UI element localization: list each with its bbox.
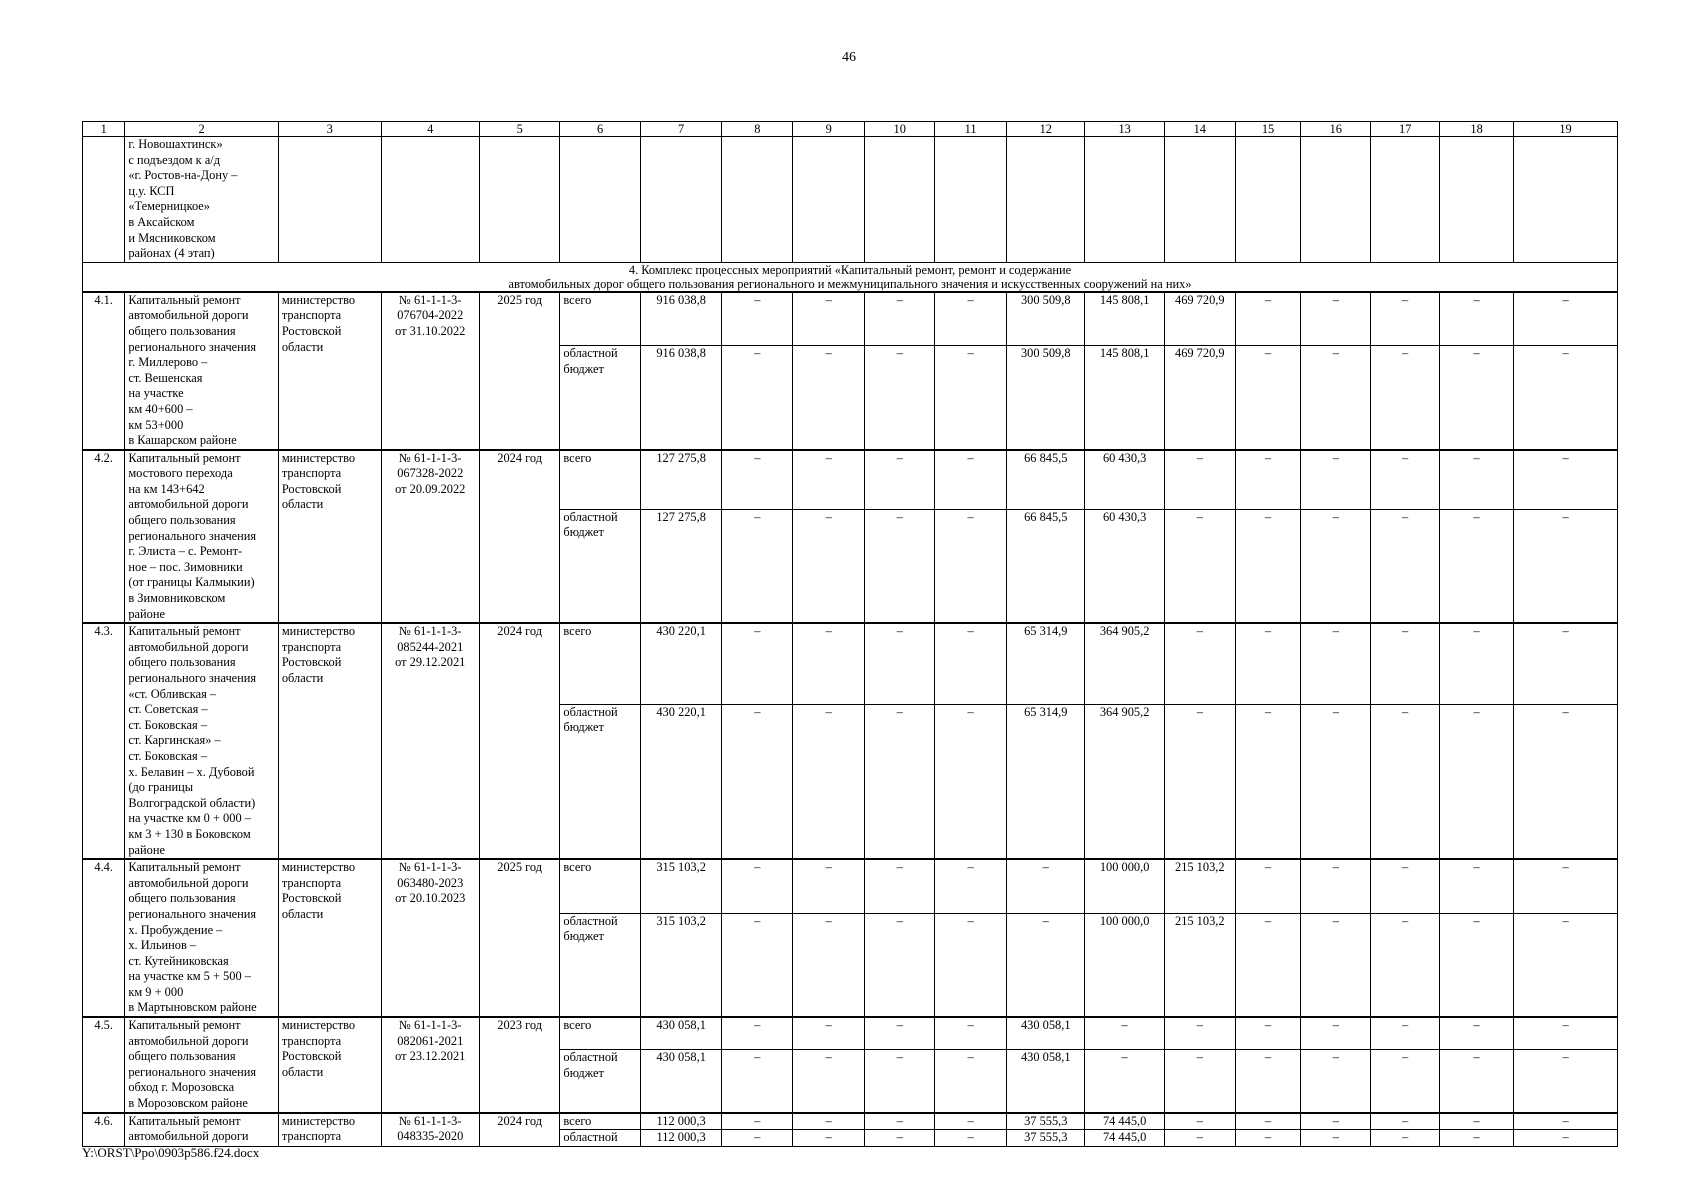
item-year: 2025 год [479,292,559,450]
amount-cell: – [1301,913,1371,1017]
amount-cell: – [865,623,935,704]
amount-cell: 215 103,2 [1164,913,1235,1017]
amount-cell: – [1371,450,1440,510]
amount-cell: – [1514,704,1618,859]
amount-cell: – [935,1017,1007,1050]
item-document: № 61-1-1-3- 067328-2022 от 20.09.2022 [381,450,479,624]
amount-cell: – [1007,913,1085,1017]
column-number: 9 [793,122,865,137]
amount-cell: – [1371,1130,1440,1147]
funding-source: всего [560,1017,640,1050]
amount-cell: – [1514,1130,1618,1147]
amount-cell: – [935,450,1007,510]
amount-cell: – [1301,292,1371,346]
amount-cell: – [1440,292,1514,346]
amount-cell: – [1440,623,1514,704]
column-number: 8 [722,122,793,137]
amount-cell: – [722,346,793,450]
amount-cell: – [1085,1017,1164,1050]
amount-cell: 215 103,2 [1164,859,1235,913]
column-number: 17 [1371,122,1440,137]
funding-source: областной бюджет [560,346,640,450]
amount-cell: – [935,1130,1007,1147]
amount-cell: – [1371,913,1440,1017]
amount-cell: – [793,346,865,450]
amount-cell: – [935,346,1007,450]
continuation-name-cell: г. Новошахтинск» с подъездом к а/д «г. Ростов-на-Дону – ц.у. КСП «Темерницкое» в Аксайском и Мясниковском районах (4 этап) [125,137,279,263]
amount-cell: 127 275,8 [640,509,722,623]
amount-cell: – [722,913,793,1017]
item-number: 4.6. [83,1113,125,1147]
item-year: 2024 год [479,623,559,859]
amount-cell: 100 000,0 [1085,913,1164,1017]
item-number: 4.5. [83,1017,125,1113]
funding-source: областной бюджет [560,509,640,623]
amount-cell: – [1514,450,1618,510]
amount-cell: 74 445,0 [1085,1113,1164,1130]
amount-cell: – [1440,509,1514,623]
amount-cell: 916 038,8 [640,292,722,346]
funding-source: всего [560,859,640,913]
funding-source: областной бюджет [560,913,640,1017]
amount-cell: – [722,1017,793,1050]
amount-cell: 60 430,3 [1085,450,1164,510]
amount-cell: – [1235,1050,1301,1113]
funding-source: всего [560,1113,640,1130]
amount-cell: – [935,623,1007,704]
item-executor: министерство транспорта Ростовской области [278,1017,381,1113]
item-total-row [83,292,1618,346]
amount-cell: 74 445,0 [1085,1130,1164,1147]
amount-cell: – [793,1130,865,1147]
amount-cell: 916 038,8 [640,346,722,450]
amount-cell: 112 000,3 [640,1130,722,1147]
item-document: № 61-1-1-3- 048335-2020 [381,1113,479,1147]
amount-cell: – [1440,1113,1514,1130]
amount-cell: – [865,1050,935,1113]
amount-cell: 66 845,5 [1007,450,1085,510]
amount-cell: – [865,450,935,510]
amount-cell: – [1514,859,1618,913]
amount-cell: – [865,704,935,859]
item-name: Капитальный ремонт мостового перехода на км 143+642 автомобильной дороги общего пользования регионального значения г. Элиста – с. Ремонт- ное – пос. Зимовники (от границы Калмыкии) в Зимовниковском районе [125,450,279,624]
amount-cell: – [1235,623,1301,704]
amount-cell: – [722,623,793,704]
column-number: 2 [125,122,279,137]
amount-cell: 145 808,1 [1085,292,1164,346]
page-number: 46 [842,50,856,65]
amount-cell: – [1514,1113,1618,1130]
item-year: 2024 год [479,450,559,624]
amount-cell: – [1440,1017,1514,1050]
amount-cell: – [1301,623,1371,704]
amount-cell: – [793,1017,865,1050]
amount-cell: 430 220,1 [640,704,722,859]
amount-cell: 66 845,5 [1007,509,1085,623]
amount-cell: – [865,1130,935,1147]
amount-cell: – [1235,450,1301,510]
amount-cell: – [935,509,1007,623]
column-number: 1 [83,122,125,137]
item-executor: министерство транспорта Ростовской области [278,859,381,1017]
amount-cell: 430 058,1 [1007,1017,1085,1050]
amount-cell: – [1235,859,1301,913]
amount-cell: – [1514,913,1618,1017]
column-number: 5 [479,122,559,137]
item-document: № 61-1-1-3- 085244-2021 от 29.12.2021 [381,623,479,859]
amount-cell: – [793,623,865,704]
amount-cell: – [1085,1050,1164,1113]
item-name: Капитальный ремонт автомобильной дороги общего пользования регионального значения х. Пробуждение – х. Ильинов – ст. Кутейниковская на участке км 5 + 500 – км 9 + 000 в Мартыновском районе [125,859,279,1017]
amount-cell: – [1164,1050,1235,1113]
amount-cell: – [865,913,935,1017]
amount-cell: 315 103,2 [640,859,722,913]
funding-source: областной бюджет [560,704,640,859]
amount-cell: – [1235,292,1301,346]
amount-cell: – [865,292,935,346]
amount-cell: 469 720,9 [1164,346,1235,450]
item-total-row [83,859,1618,913]
amount-cell: – [935,1050,1007,1113]
item-document: № 61-1-1-3- 063480-2023 от 20.10.2023 [381,859,479,1017]
amount-cell: – [1235,509,1301,623]
amount-cell: – [1164,704,1235,859]
amount-cell: – [793,859,865,913]
column-number: 11 [935,122,1007,137]
column-number: 14 [1164,122,1235,137]
funding-source: всего [560,623,640,704]
amount-cell: – [1371,704,1440,859]
item-number: 4.2. [83,450,125,624]
amount-cell: – [1301,859,1371,913]
amount-cell: – [865,1017,935,1050]
column-number: 16 [1301,122,1371,137]
amount-cell: 112 000,3 [640,1113,722,1130]
item-executor: министерство транспорта [278,1113,381,1147]
amount-cell: – [1235,1113,1301,1130]
amount-cell: – [865,346,935,450]
column-number-row [83,122,1618,137]
amount-cell: – [1235,1017,1301,1050]
amount-cell: – [935,1113,1007,1130]
amount-cell: – [935,913,1007,1017]
amount-cell: 100 000,0 [1085,859,1164,913]
funding-source: всего [560,450,640,510]
amount-cell: 145 808,1 [1085,346,1164,450]
amount-cell: – [865,509,935,623]
amount-cell: 65 314,9 [1007,704,1085,859]
amount-cell: – [1514,346,1618,450]
amount-cell: – [1301,450,1371,510]
item-name: Капитальный ремонт автомобильной дороги общего пользования регионального значения «ст. Обливская – ст. Советская – ст. Боковская – ст. Каргинская» – ст. Боковская – х. Белавин – х. Дубовой (до границы Волгоградской области) на участке км 0 + 000 – км 3 + 130 в Боковском районе [125,623,279,859]
item-total-row [83,623,1618,704]
amount-cell: – [1235,913,1301,1017]
item-year: 2024 год [479,1113,559,1147]
funding-source: областной бюджет [560,1050,640,1113]
amount-cell: – [1164,509,1235,623]
amount-cell: – [1301,1050,1371,1113]
amount-cell: – [1514,623,1618,704]
continuation-row [83,137,1618,263]
amount-cell: – [935,292,1007,346]
amount-cell: – [1514,1050,1618,1113]
amount-cell: – [1301,346,1371,450]
amount-cell: – [793,704,865,859]
amount-cell: 127 275,8 [640,450,722,510]
amount-cell: – [1514,292,1618,346]
amount-cell: – [1164,1113,1235,1130]
amount-cell: – [1440,1130,1514,1147]
item-document: № 61-1-1-3- 082061-2021 от 23.12.2021 [381,1017,479,1113]
amount-cell: 37 555,3 [1007,1113,1085,1130]
column-number: 18 [1440,122,1514,137]
amount-cell: 364 905,2 [1085,623,1164,704]
column-number: 15 [1235,122,1301,137]
amount-cell: – [1371,292,1440,346]
item-year: 2025 год [479,859,559,1017]
item-name: Капитальный ремонт автомобильной дороги общего пользования регионального значения г. Миллерово – ст. Вешенская на участке км 40+600 – км 53+000 в Кашарском районе [125,292,279,450]
amount-cell: 469 720,9 [1164,292,1235,346]
amount-cell: 430 058,1 [640,1050,722,1113]
amount-cell: – [1440,913,1514,1017]
funding-source: областной [560,1130,640,1147]
amount-cell: 37 555,3 [1007,1130,1085,1147]
budget-table [82,121,1618,1147]
section-title: 4. Комплекс процессных мероприятий «Капитальный ремонт, ремонт и содержание автомобильных дорог общего пользования регионального и межмуниципального значения и искусственных сооружений на них» [83,262,1618,292]
item-executor: министерство транспорта Ростовской области [278,292,381,450]
footer-file-path: Y:\ORST\Ppo\0903p586.f24.docx [82,1145,260,1160]
item-year: 2023 год [479,1017,559,1113]
item-name: Капитальный ремонт автомобильной дороги [125,1113,279,1147]
amount-cell: 300 509,8 [1007,292,1085,346]
amount-cell: – [1235,346,1301,450]
amount-cell: – [793,1050,865,1113]
amount-cell: 300 509,8 [1007,346,1085,450]
column-number: 13 [1085,122,1164,137]
amount-cell: – [722,292,793,346]
column-number: 6 [560,122,640,137]
amount-cell: – [1440,704,1514,859]
amount-cell: – [1371,859,1440,913]
column-number: 4 [381,122,479,137]
amount-cell: – [793,913,865,1017]
column-number: 19 [1514,122,1618,137]
column-number: 12 [1007,122,1085,137]
amount-cell: – [1235,1130,1301,1147]
item-document: № 61-1-1-3- 076704-2022 от 31.10.2022 [381,292,479,450]
amount-cell: – [1371,509,1440,623]
amount-cell: – [1514,509,1618,623]
item-total-row [83,1113,1618,1130]
amount-cell: – [793,292,865,346]
amount-cell: 65 314,9 [1007,623,1085,704]
item-number: 4.3. [83,623,125,859]
cell [83,137,125,263]
amount-cell: – [1440,859,1514,913]
amount-cell: – [722,704,793,859]
section-row [83,262,1618,292]
amount-cell: – [1164,623,1235,704]
amount-cell: – [722,509,793,623]
amount-cell: – [1371,1017,1440,1050]
amount-cell: – [1301,1113,1371,1130]
item-number: 4.4. [83,859,125,1017]
amount-cell: 430 058,1 [1007,1050,1085,1113]
amount-cell: – [1301,704,1371,859]
amount-cell: – [793,509,865,623]
amount-cell: – [1440,450,1514,510]
item-executor: министерство транспорта Ростовской области [278,450,381,624]
amount-cell: – [1007,859,1085,913]
amount-cell: – [722,1050,793,1113]
amount-cell: 315 103,2 [640,913,722,1017]
amount-cell: – [935,859,1007,913]
amount-cell: – [722,859,793,913]
item-total-row [83,1017,1618,1050]
amount-cell: – [793,450,865,510]
amount-cell: – [865,1113,935,1130]
amount-cell: – [865,859,935,913]
amount-cell: – [1164,450,1235,510]
amount-cell: – [1301,509,1371,623]
amount-cell: 430 220,1 [640,623,722,704]
amount-cell: – [722,1130,793,1147]
amount-cell: – [1371,346,1440,450]
item-executor: министерство транспорта Ростовской области [278,623,381,859]
amount-cell: – [1440,1050,1514,1113]
amount-cell: – [1235,704,1301,859]
amount-cell: 60 430,3 [1085,509,1164,623]
column-number: 3 [278,122,381,137]
amount-cell: – [935,704,1007,859]
amount-cell: – [1371,1050,1440,1113]
item-name: Капитальный ремонт автомобильной дороги общего пользования регионального значения обход г. Морозовска в Морозовском районе [125,1017,279,1113]
column-number: 10 [865,122,935,137]
amount-cell: – [1371,1113,1440,1130]
amount-cell: – [1440,346,1514,450]
amount-cell: 430 058,1 [640,1017,722,1050]
amount-cell: 364 905,2 [1085,704,1164,859]
amount-cell: – [1164,1017,1235,1050]
amount-cell: – [793,1113,865,1130]
amount-cell: – [1301,1130,1371,1147]
column-number: 7 [640,122,722,137]
amount-cell: – [1371,623,1440,704]
funding-source: всего [560,292,640,346]
amount-cell: – [722,1113,793,1130]
item-number: 4.1. [83,292,125,450]
amount-cell: – [722,450,793,510]
amount-cell: – [1514,1017,1618,1050]
amount-cell: – [1301,1017,1371,1050]
item-total-row [83,450,1618,510]
amount-cell: – [1164,1130,1235,1147]
